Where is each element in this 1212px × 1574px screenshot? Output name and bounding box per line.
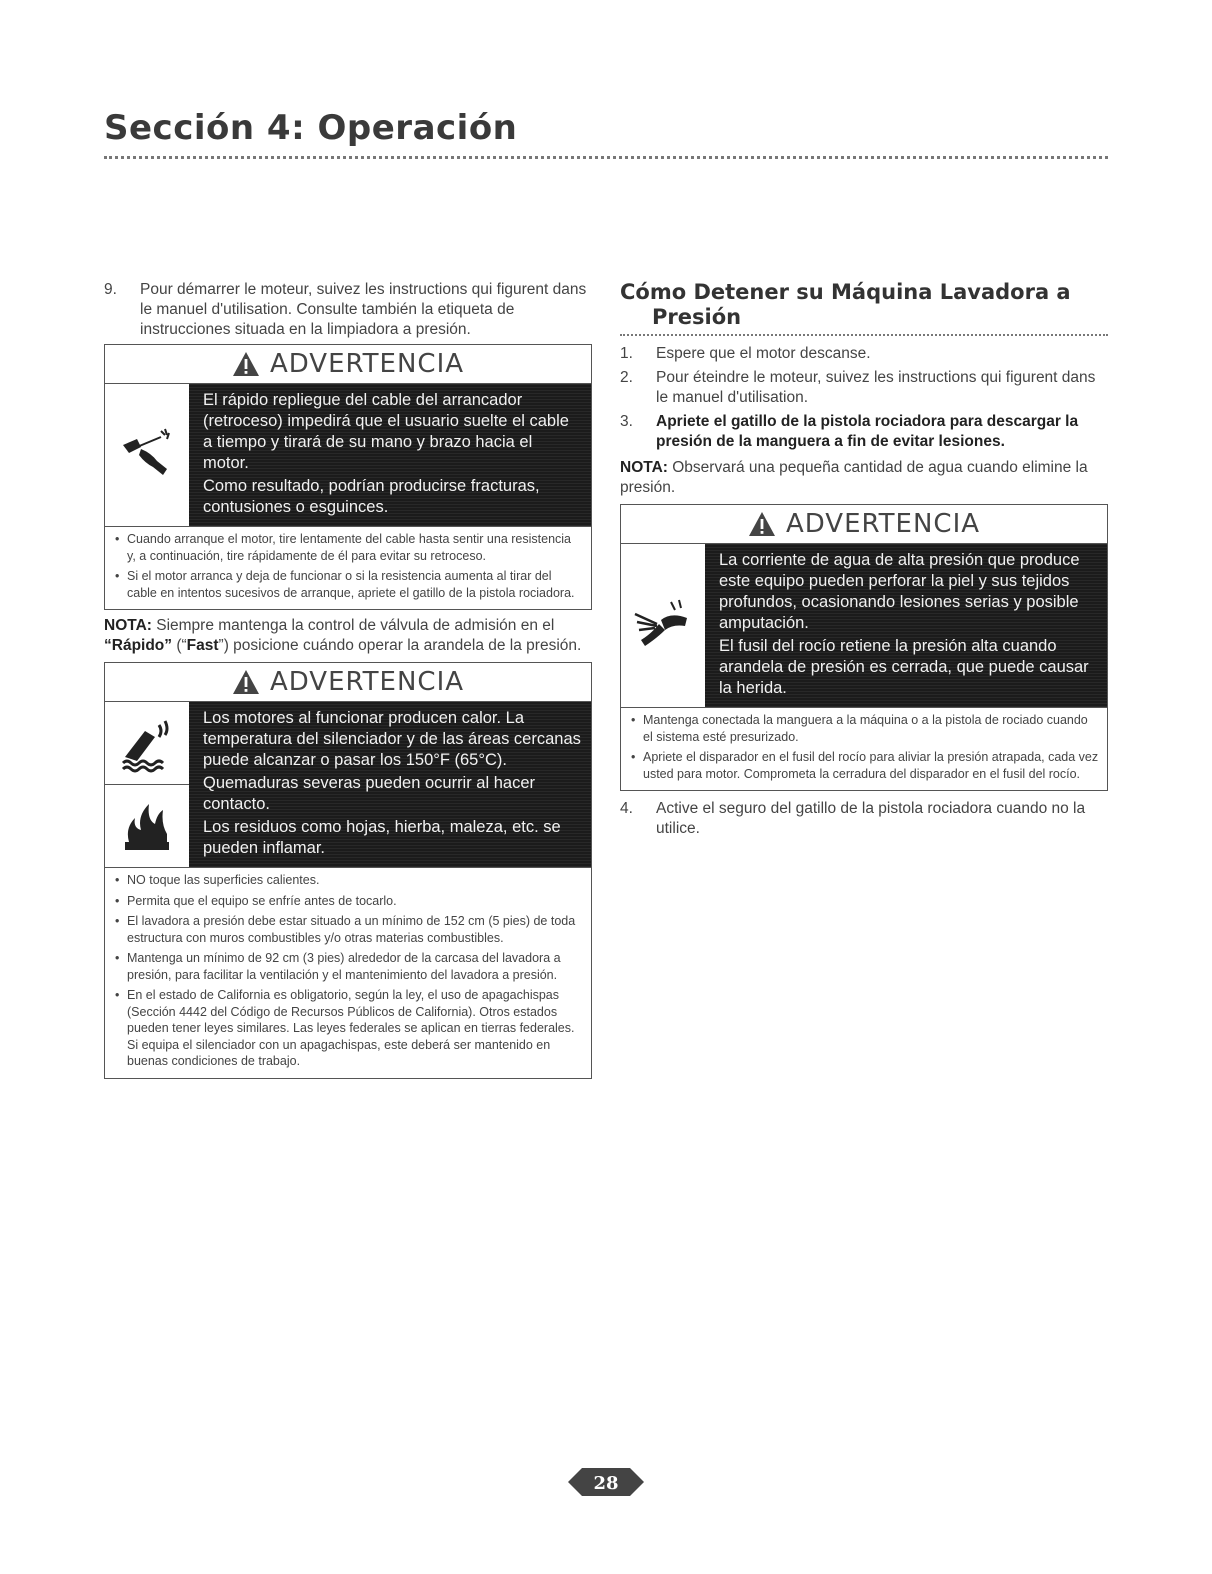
water-injection-icon [621, 544, 705, 707]
page-number: 28 [593, 1473, 619, 1494]
warning-box-recoil [104, 344, 592, 610]
warning-dark-text: El rápido repliegue del cable del arrancador (retroceso) impedirá que el usuario suelte el cable a tiempo y tirará de su mano y brazo hacia el motor. Como resultado, podrían producirse fracturas, contusiones o esguinces. [189, 384, 591, 526]
section-divider [620, 334, 1108, 336]
note-choke: NOTA: Siempre mantenga la control de válvula de admisión en el “Rápido” (“Fast”) posicione cuándo operar la arandela de la presión. [104, 617, 582, 654]
hot-surface-icon [105, 702, 189, 785]
page-title: Sección 4: Operación [104, 108, 518, 148]
step-3: 3. Apriete el gatillo de la pistola rociadora para descargar la presión de la manguera a fin de evitar lesiones. [620, 413, 1079, 450]
warning-triangle-icon [232, 351, 260, 377]
warning-bullets [105, 868, 591, 1078]
title-divider [104, 156, 1108, 159]
step-4: 4. Active el seguro del gatillo de la pistola rociadora cuando no la utilice. [620, 800, 1086, 837]
fire-icon [105, 785, 189, 867]
warning-heading: ADVERTENCIA [105, 663, 591, 702]
left-column [104, 280, 592, 1083]
step-number: 9. [104, 281, 117, 298]
list-item: • El lavadora a presión debe estar situado a un mínimo de 152 cm (5 pies) de toda estructura con muros combustibles y/o otras materias combustibles. [113, 913, 583, 946]
warning-box-injection [620, 504, 1108, 791]
warning-heading: ADVERTENCIA [105, 345, 591, 384]
step-2: 2. Pour éteindre le moteur, suivez les instructions qui figurent dans le manuel d'utilisation. [620, 369, 1096, 406]
warning-box-heat [104, 662, 592, 1079]
warning-bullets [621, 708, 1107, 790]
note-pressure: NOTA: Observará una pequeña cantidad de agua cuando elimine la presión. [620, 459, 1088, 496]
warning-dark-text: Los motores al funcionar producen calor. La temperatura del silenciador y de las áreas cercanas puede alcanzar o pasar los 150°F (65°C). Quemaduras severas pueden ocurrir al hacer contacto. Los residuos como hojas, hierba, maleza, etc. se pueden inflamar. [189, 702, 591, 867]
warning-heading: ADVERTENCIA [621, 505, 1107, 544]
page-number-badge [568, 1464, 644, 1500]
warning-dark-text: La corriente de agua de alta presión que produce este equipo pueden perforar la piel y sus tejidos profundos, ocasionando lesiones serias y posible amputación. El fusil del rocío retiene la presión alta cuando arandela de presión es cerrada, que puede causar la herida. [705, 544, 1107, 707]
list-item: • NO toque las superficies calientes. [113, 872, 583, 889]
right-column [620, 280, 1108, 843]
list-item: • Si el motor arranca y deja de funcionar o si la resistencia aumenta al tirar del cable en intentos sucesivos de arranque, apriete el gatillo de la pistola rociadora. [113, 568, 583, 601]
step-1: 1. Espere que el motor descanse. [620, 345, 871, 362]
list-item: • Cuando arranque el motor, tire lentamente del cable hasta sentir una resistencia y, a continuación, tire rápidamente de él para evitar su retroceso. [113, 531, 583, 564]
warning-bullets [105, 527, 591, 609]
list-item: • Apriete el disparador en el fusil del rocío para aliviar la presión atrapada, cada vez usted para motor. Comprometa la cerradura del disparador en el fusil del rocío. [629, 749, 1099, 782]
step-text: Pour démarrer le moteur, suivez les instructions qui figurent dans le manuel d'utilisation. Consulte también la etiqueta de instrucciones situada en la limpiadora a presión. [140, 281, 587, 338]
list-item: • Mantenga un mínimo de 92 cm (3 pies) alrededor de la carcasa del lavadora a presión, para facilitar la ventilación y el mantenimiento del lavadora a presión. [113, 950, 583, 983]
list-item: • Permita que el equipo se enfríe antes de tocarlo. [113, 893, 583, 910]
section-title: Cómo Detener su Máquina Lavadora a Presión [620, 280, 1071, 329]
warning-triangle-icon [232, 669, 260, 695]
list-item: • En el estado de California es obligatorio, según la ley, el uso de apagachispas (Sección 4442 del Código de Recursos Públicos de California). Otros estados pueden tener leyes similares. Las leyes federales se aplican en tierras federales. Si equipa el silenciador con un apagachispas, este deberá ser mantenido en buenas condiciones de trabajo. [113, 987, 583, 1070]
step-9 [104, 280, 592, 340]
warning-triangle-icon [748, 511, 776, 537]
list-item: • Mantenga conectada la manguera a la máquina o a la pistola de rociado cuando el sistema esté presurizado. [629, 712, 1099, 745]
recoil-hand-icon [105, 384, 189, 526]
